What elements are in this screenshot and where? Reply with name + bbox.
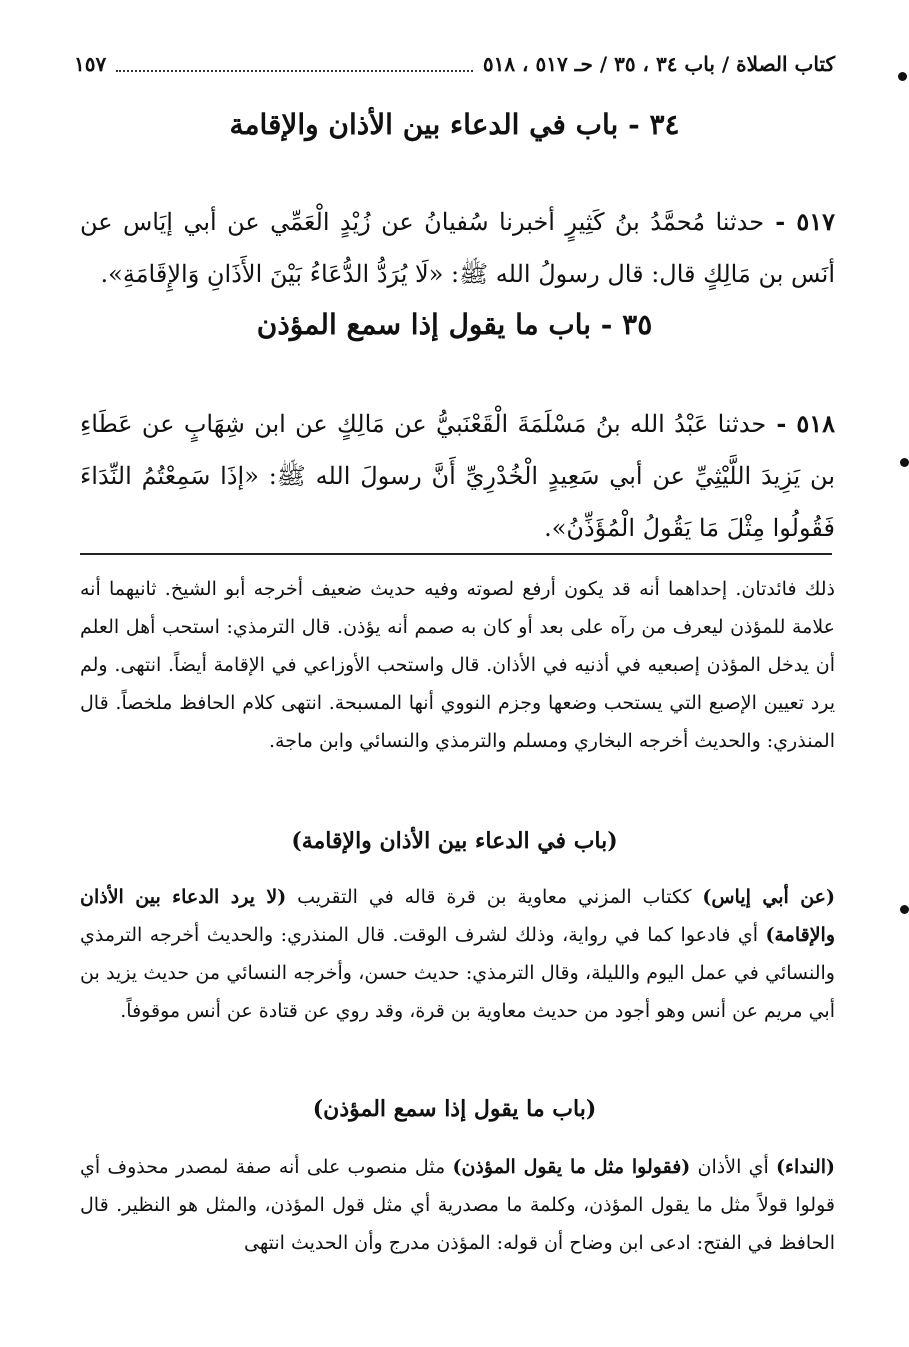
commentary-paragraph-1: ذلك فائدتان. إحداهما أنه قد يكون أرفع لصوته وفيه حديث ضعيف أخرجه أبو الشيخ. ثانيهما أنه علامة للمؤذن ليعرف من رآه على بعد أو كان به صمم أنه يؤذن. قال الترمذي: استحب أهل العلم أن يدخل المؤذن إصبعيه في أذنيه في الأذان. قال واستحب الأوزاعي في الإقامة أيضاً. انتهى. ولم يرد تعيين الإصبع التي يستحب وضعها وجزم النووي أنها المسبحة. انتهى كلام الحافظ ملخصاً. قال المنذري: والحديث أخرجه البخاري ومسلم والترمذي والنسائي وابن ماجة.: [80, 578, 835, 752]
footnote-divider: [80, 553, 832, 555]
chapter-34-title: ٣٤ - باب في الدعاء بين الأذان والإقامة: [229, 108, 680, 141]
commentary-3-bold-1: (النداء): [776, 1156, 835, 1178]
commentary-3-bold-2: (فقولوا مثل ما يقول المؤذن): [452, 1156, 691, 1178]
hadith-517-number: ٥١٧ -: [764, 207, 835, 236]
commentary-2-bold-2: (لا يرد الدعاء بين الأذان والإقامة): [80, 886, 835, 946]
hadith-518-text: حدثنا عَبْدُ الله بنُ مَسْلَمَةَ الْقَعْنَبيُّ عن مَالِكٍ عن ابن شِهَابٍ عن عَطَاءِ بن يَزِيدَ اللَّيْثِيِّ عن أبي سَعِيدٍ الْخُدْرِيِّ أَنَّ رسولَ الله ﷺ: «إذَا سَمِعْتُمُ النِّدَاءَ فَقُولُوا مِثْلَ مَا يَقُولُ الْمُؤَذِّنُ».: [80, 410, 836, 542]
commentary-subtitle-2: (باب ما يقول إذا سمع المؤذن): [312, 1096, 597, 1122]
commentary-paragraph-3: [80, 1148, 835, 1262]
hadith-517-text: حدثنا مُحمَّدُ بنُ كَثِيرٍ أخبرنا سُفيانُ عن زُيْدٍ الْعَمِّي عن أبي إيَاس عن أنَس بن مَالِكٍ قال: قال رسولُ الله ﷺ: «لَا يُرَدُّ الدُّعَاءُ بَيْنَ الأَذَانِ وَالإِقَامَةِ».: [80, 208, 835, 288]
header-title: كتاب الصلاة / باب ٣٤ ، ٣٥ / حـ ٥١٧ ، ٥١٨: [482, 52, 835, 76]
commentary-2-text-2: أي فادعوا كما في رواية، وذلك لشرف الوقت. قال المنذري: والحديث أخرجه الترمذي والنسائي في عمل اليوم والليلة، وقال الترمذي: حديث حسن، وأخرجه النسائي من حديث يزيد بن أبي مريم عن أنس وهو أجود من حديث معاوية بن قرة، وقد روي عن قتادة عن أنس موقوفاً.: [80, 924, 835, 1022]
hadith-517: [80, 196, 835, 300]
margin-dot-1: [898, 72, 907, 81]
page-number: ١٥٧: [74, 52, 107, 76]
commentary-3-text-2: مثل منصوب على أنه صفة لمصدر محذوف أي قولوا قولاً مثل ما يقول المؤذن، وكلمة ما مصدرية أي مثل قول المؤذن، والمثل هو النظير. قال الحافظ في الفتح: ادعى ابن وضاح أن قوله: المؤذن مدرج وأن الحديث انتهى: [80, 1156, 835, 1254]
commentary-subtitle-1: (باب في الدعاء بين الأذان والإقامة): [291, 828, 618, 854]
commentary-paragraph-2: [80, 878, 835, 1030]
margin-dot-2: [900, 458, 909, 467]
header-dots: [116, 56, 473, 72]
margin-dot-3: [900, 905, 909, 914]
commentary-3-text-1: أي الأذان: [690, 1156, 777, 1178]
chapter-35-title: ٣٥ - باب ما يقول إذا سمع المؤذن: [256, 308, 653, 341]
running-header: [74, 44, 835, 84]
commentary-2-bold-1: (عن أبي إياس): [702, 886, 836, 908]
commentary-2-text-1: ككتاب المزني معاوية بن قرة قاله في التقريب: [286, 886, 703, 908]
hadith-518: [80, 398, 835, 554]
hadith-518-number: ٥١٨ -: [766, 409, 835, 438]
